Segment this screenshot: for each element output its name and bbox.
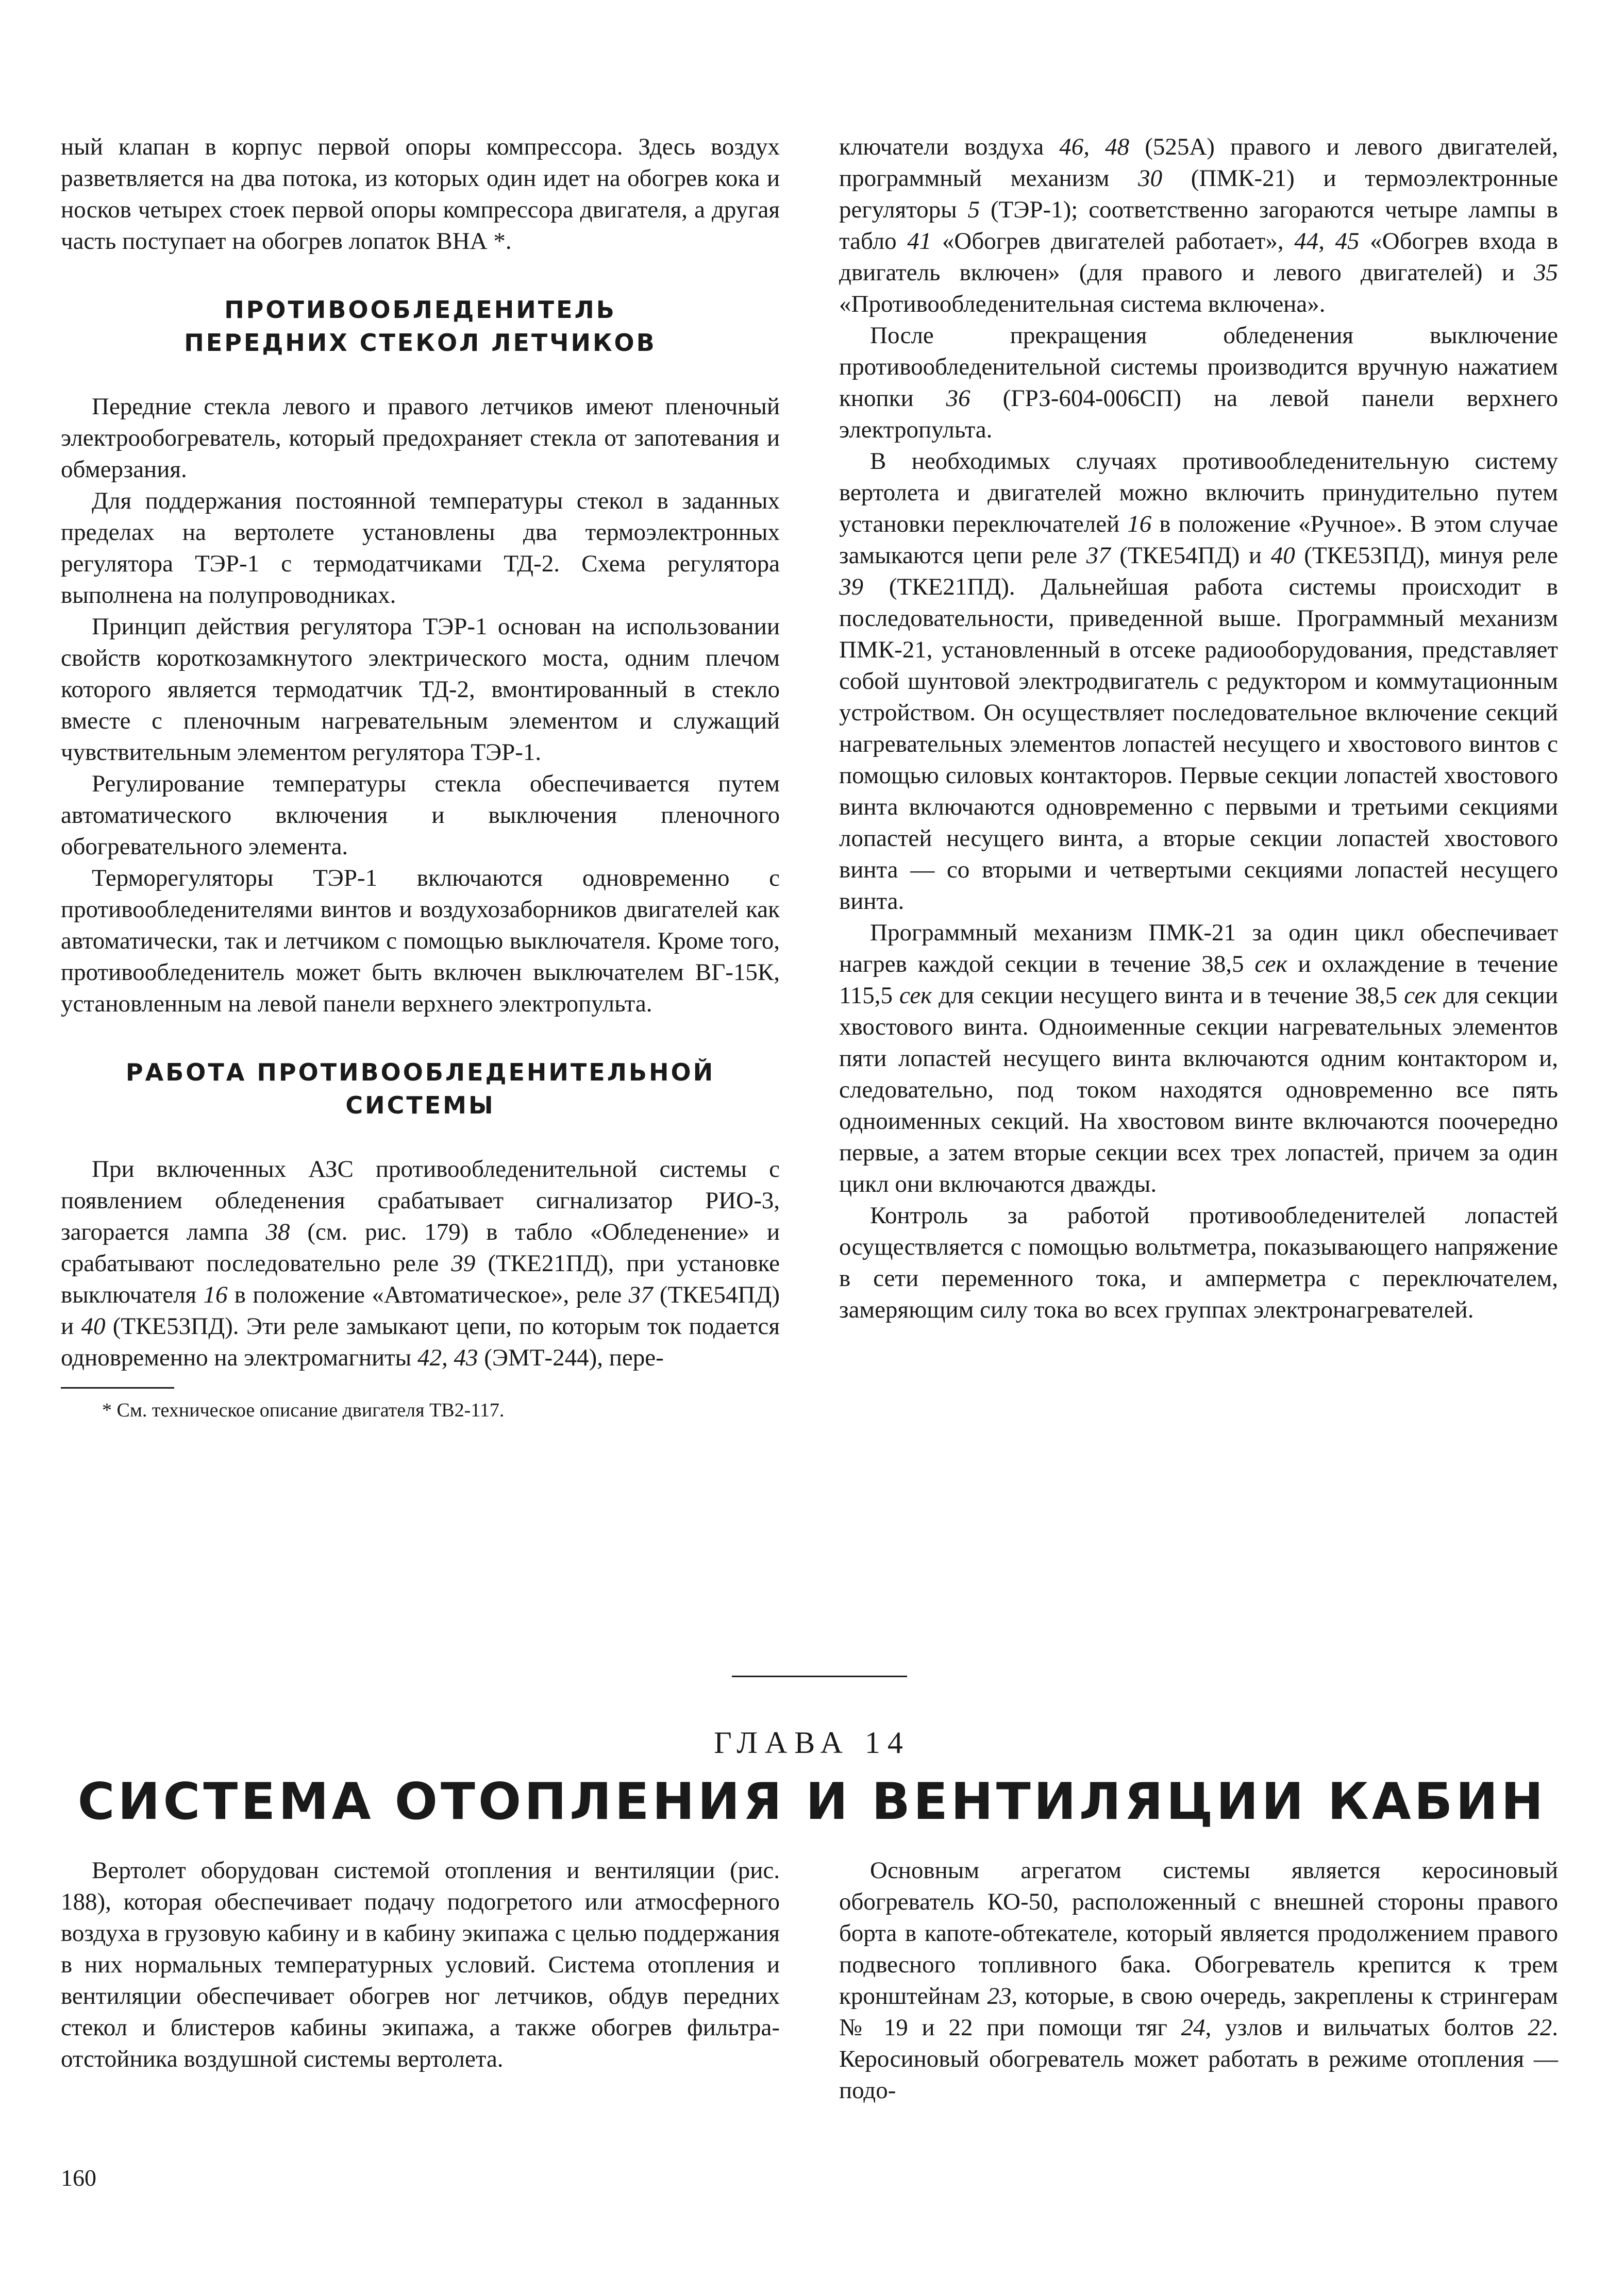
paragraph: Основным агрегатом системы является керосиновый обогреватель КО-50, расположенный с внешней стороны правого борта в капоте-обтекателе, который является продолжением правого подвесного топливного бака. Обогреватель крепится к трем кронштейнам 23, которые, в свою очередь, закреплены к стрингерам № 19 и 22 при помощи тяг 24, узлов и вильчатых болтов 22. Керосиновый обогреватель может работать в режиме отопления — подо-	[839, 1857, 1558, 2104]
paragraph: Регулирование температуры стекла обеспечивается путем автоматического включения и выключения пленочного обогревательного элемента.	[61, 770, 780, 860]
paragraph: В необходимых случаях противообледенительную систему вертолета и двигателей можно включить принудительно путем установки переключателей 16 в положение «Ручное». В этом случае замыкаются цепи реле 37 (ТКЕ54ПД) и 40 (ТКЕ53ПД), минуя реле 39 (ТКЕ21ПД). Дальнейшая работа системы происходит в последовательности, приведенной выше. Программный механизм ПМК-21, установленный в отсеке радиооборудования, представляет собой шунтовой электродвигатель с редуктором и коммутационным устройством. Он осуществляет последовательное включение секций нагревательных элементов лопастей несущего и хвостового винтов с помощью силовых контакторов. Первые секции лопастей хвостового винта включаются одновременно с первыми и третьими секциями лопастей несущего винта, а вторые секции лопастей хвостового винта — со вторыми и четвертыми секциями лопастей несущего винта.	[839, 448, 1558, 915]
paragraph: Принцип действия регулятора ТЭР-1 основан на использовании свойств короткозамкнутого электрического моста, одним плечом которого является термодатчик ТД-2, вмонтированный в стекло вместе с пленочным нагревательным элементом и служащий чувствительным элементом регулятора ТЭР-1.	[61, 613, 780, 766]
left-column-bottom	[61, 1855, 780, 2075]
section-heading-deicing-operation: РАБОТА ПРОТИВООБЛЕДЕНИТЕЛЬНОЙ СИСТЕМЫ	[125, 1058, 715, 1119]
right-column-bottom	[839, 1855, 1558, 2106]
footnote-rule	[61, 1387, 174, 1389]
paragraph: ключатели воздуха 46, 48 (525А) правого и левого двигателей, программный механизм 30 (ПМК-21) и термоэлектронные регуляторы 5 (ТЭР-1); соответственно загораются четыре лампы в табло 41 «Обогрев двигателей работает», 44, 45 «Обогрев входа в двигатель включен» (для правого и левого двигателей) и 35 «Противообледенительная система включена».	[839, 133, 1559, 317]
paragraph: Передние стекла левого и правого летчиков имеют пленочный электрообогреватель, который предохраняет стекла от запотевания и обмерзания.	[61, 393, 780, 483]
left-column-top	[61, 131, 780, 1423]
page-number: 160	[61, 2165, 96, 2191]
paragraph: Для поддержания постоянной температуры стекол в заданных пределах на вертолете установлены два термоэлектронных регулятора ТЭР-1 с термодатчиками ТД-2. Схема регулятора выполнена на полупроводниках.	[61, 487, 780, 609]
paragraph: Программный механизм ПМК-21 за один цикл обеспечивает нагрев каждой секции в течение 38,5 сек и охлаждение в течение 115,5 сек для секции несущего винта и в течение 38,5 сек для секции хвостового винта. Одноименные секции нагревательных элементов пяти лопастей несущего винта включаются одним контактором и, следовательно, под током находятся одновременно все пять одноименных секций. На хвостовом винте включаются поочередно первые, а затем вторые секции всех трех лопастей, причем за один цикл они включаются дважды.	[839, 919, 1559, 1197]
chapter-separator-rule	[732, 1676, 907, 1677]
paragraph: При включенных АЗС противообледенительной системы с появлением обледенения срабатывает сигнализатор РИО-3, загорается лампа 38 (см. рис. 179) в табло «Обледенение» и срабатывают последовательно реле 39 (ТКЕ21ПД), при установке выключателя 16 в положение «Автоматическое», реле 37 (ТКЕ54ПД) и 40 (ТКЕ53ПД). Эти реле замыкают цепи, по которым ток подается одновременно на электромагниты 42, 43 (ЭМТ-244), пере-	[61, 1156, 780, 1371]
right-column-top	[839, 131, 1558, 1326]
paragraph: Терморегуляторы ТЭР-1 включаются одновременно с противообледенителями винтов и воздухозаборников двигателей как автоматически, так и летчиком с помощью выключателя. Кроме того, противообледенитель может быть включен выключателем ВГ-15К, установленным на левой панели верхнего электропульта.	[61, 865, 780, 1017]
paragraph: После прекращения обледенения выключение противообледенительной системы производится вручную нажатием кнопки 36 (ГРЗ-604-006СП) на левой панели верхнего электропульта.	[839, 322, 1558, 443]
footnote: * См. техническое описание двигателя ТВ2-117.	[102, 1399, 505, 1421]
paragraph: ный клапан в корпус первой опоры компрессора. Здесь воздух разветвляется на два потока, из которых один идет на обогрев кока и носков четырех стоек первой опоры компрессора двигателя, а другая часть поступает на обогрев лопаток ВНА *.	[61, 133, 780, 255]
chapter-title: СИСТЕМА ОТОПЛЕНИЯ И ВЕНТИЛЯЦИИ КАБИН	[77, 1772, 1547, 1831]
paragraph: Вертолет оборудован системой отопления и вентиляции (рис. 188), которая обеспечивает подачу подогретого или атмосферного воздуха в грузовую кабину и в кабину экипажа с целью поддержания в них нормальных температурных условий. Система отопления и вентиляции обеспечивает обогрев ног летчиков, обдув передних стекол и блистеров кабины экипажа, а также обогрев фильтра-отстойника воздушной системы вертолета.	[61, 1857, 780, 2072]
chapter-label: ГЛАВА 14	[714, 1726, 910, 1760]
paragraph: Контроль за работой противообледенителей лопастей осуществляется с помощью вольтметра, показывающего напряжение в сети переменного тока, и амперметра с переключателем, замеряющим силу тока во всех группах электронагревателей.	[839, 1202, 1558, 1323]
section-heading-windshield-deicer: ПРОТИВООБЛЕДЕНИТЕЛЬ ПЕРЕДНИХ СТЕКОЛ ЛЕТЧИКОВ	[184, 296, 657, 357]
